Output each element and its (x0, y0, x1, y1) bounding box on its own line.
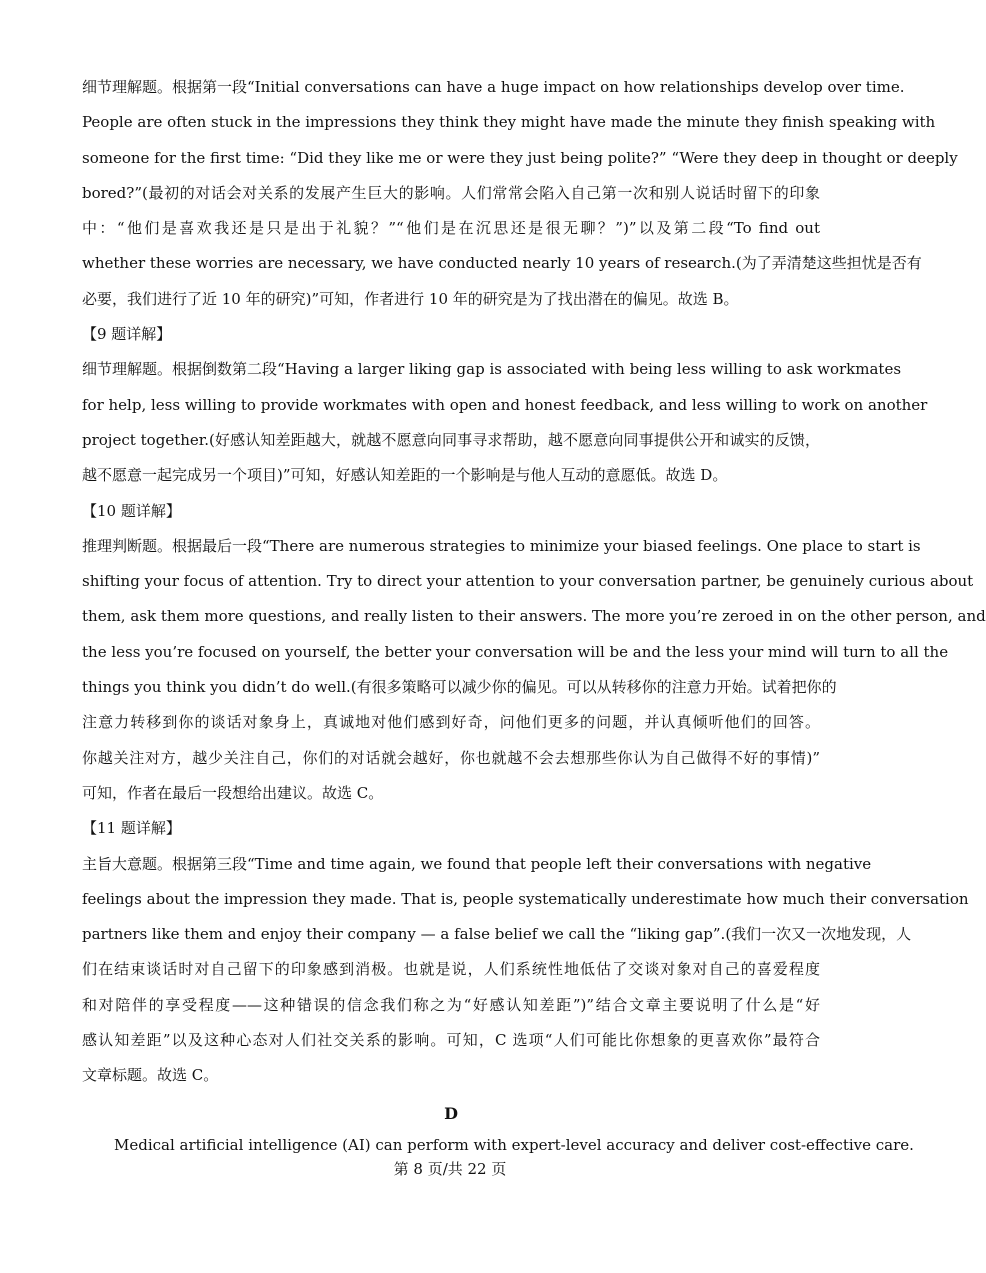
text-line: 你越关注对方，越少关注自己，你们的对话就会越好，你也就越不会去想那些你认为自己做得不好的事情)” (82, 748, 820, 767)
text-line: People are often stuck in the impressions they think they might have made the minute they finish speaking with (82, 113, 936, 132)
text-line: 和对陪伴的享受程度——这种错误的信念我们称之为“好感认知差距”)”结合文章主要说明了什么是“好 (82, 995, 820, 1014)
text-line: project together.(好感认知差距越大，就越不愿意向同事寻求帮助，越不愿意向同事提供公开和诚实的反馈， (82, 430, 820, 449)
explanation-paragraph (82, 529, 986, 811)
text-line: someone for the first time: “Did they like me or were they just being polite?” “Were they deep in thought or deeply (82, 148, 958, 167)
text-line: 越不愿意一起完成另一个项目)”可知，好感认知差距的一个影响是与他人互动的意愿低。故选 D。 (82, 466, 728, 485)
text-line: the less you’re focused on yourself, the better your conversation will be and the less your mind will turn to all the (82, 642, 949, 661)
text-line: partners like them and enjoy their company — a false belief we call the “liking gap”.(我们一次又一次地发现，人 (82, 925, 912, 944)
answer-explanations (82, 70, 986, 1159)
text-line: 注意力转移到你的谈话对象身上，真诚地对他们感到好奇，问他们更多的问题，并认真倾听他们的回答。 (82, 713, 820, 732)
text-line: 们在结束谈话时对自己留下的印象感到消极。也就是说，人们系统性地低估了交谈对象对自己的喜爱程度 (82, 960, 820, 979)
text-line: 必要，我们进行了近 10 年的研究)”可知，作者进行 10 年的研究是为了找出潜在的偏见。故选 B。 (82, 289, 739, 308)
text-line: 感认知差距”以及这种心态对人们社交关系的影响。可知，C 选项“人们可能比你想象的更喜欢你”最符合 (82, 1031, 820, 1050)
text-line: 可知，作者在最后一段想给出建议。故选 C。 (82, 783, 384, 802)
text-line: things you think you didn’t do well.(有很多策略可以减少你的偏见。可以从转移你的注意力开始。试着把你的 (82, 678, 837, 697)
passage-first-line: Medical artificial intelligence (AI) can perform with expert-level accuracy and deliver cost-effective care. (114, 1135, 914, 1154)
text-line: 文章标题。故选 C。 (82, 1066, 219, 1085)
text-line: 主旨大意题。根据第三段“Time and time again, we found that people left their conversations with negative (82, 854, 872, 873)
text-line: 细节理解题。根据第一段“Initial conversations can have a huge impact on how relationships develop over time. (82, 78, 905, 96)
question-heading: 【9 题详解】 (82, 325, 172, 344)
explanation-paragraph (82, 352, 928, 493)
question-heading: 【10 题详解】 (82, 501, 181, 520)
text-line: feelings about the impression they made. That is, people systematically underestimate how much their conversation (82, 889, 969, 908)
text-line: for help, less willing to provide workmates with open and honest feedback, and less willing to work on another (82, 395, 928, 414)
page-number: 第 8 页/共 22 页 (393, 1160, 507, 1178)
text-line: shifting your focus of attention. Try to direct your attention to your conversation partner, be genuinely curious about (82, 572, 974, 591)
text-line: whether these worries are necessary, we have conducted nearly 10 years of research.(为了弄清楚这些担忧是否有 (82, 254, 922, 273)
text-line: bored?”(最初的对话会对关系的发展产生巨大的影响。人们常常会陷入自己第一次和别人说话时留下的印象 (82, 183, 820, 202)
text-line: 中：“他们是喜欢我还是只是出于礼貌？”“他们是在沉思还是很无聊？”)”以及第二段“To find out (82, 219, 820, 238)
section-heading: D (444, 1103, 458, 1123)
text-line: 推理判断题。根据最后一段“There are numerous strategies to minimize your biased feelings. One place to start is (82, 536, 921, 555)
question-heading: 【11 题详解】 (82, 819, 181, 838)
explanation-paragraph (82, 847, 969, 1094)
text-line: 细节理解题。根据倒数第二段“Having a larger liking gap is associated with being less willing to ask workmates (82, 360, 902, 379)
text-line: them, ask them more questions, and really listen to their answers. The more you’re zeroed in on the other person, and (82, 607, 986, 626)
explanation-paragraph (82, 70, 958, 317)
